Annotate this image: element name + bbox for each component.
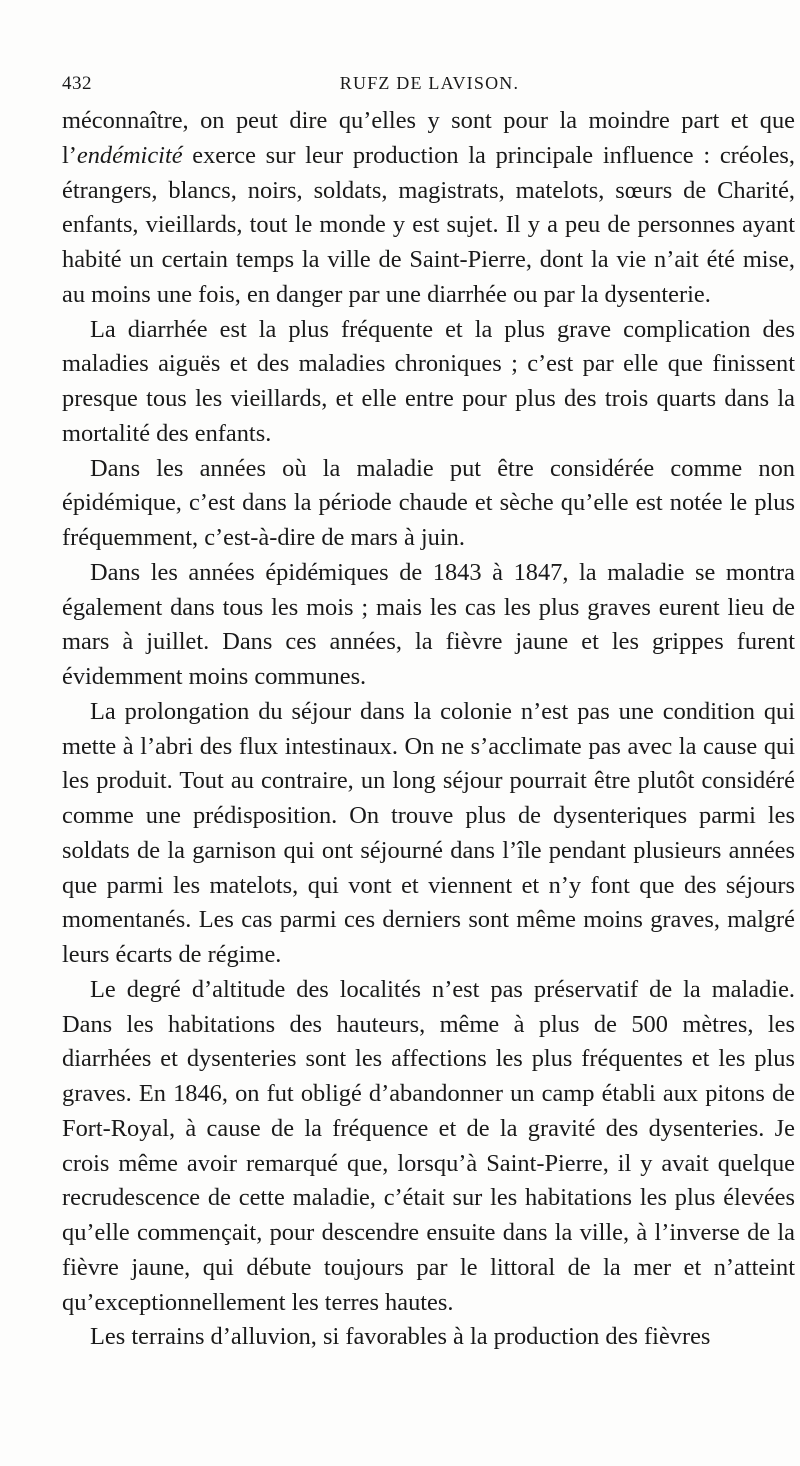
emphasis-endemicite: endémicité [76,141,183,169]
body-text [62,104,795,1355]
paragraph-alluvial-terrain: Les terrains d’alluvion, si favorables à la production des fièvres [90,1323,711,1351]
running-title: RUFZ DE LAVISON. [339,73,520,93]
paragraph-non-epidemic-years: Dans les années où la maladie put être considérée comme non épidémique, c’est dans la période chaude et sèche qu’elle est notée le plus fréquemment, c’est-à-dire de mars à juin. [62,454,795,551]
running-head [62,73,797,103]
paragraph-1-before: méconnaître, on peut dire qu’elles y sont pour la moindre part et que l’ [62,107,795,169]
paragraph-diarrhea-complication: La diarrhée est la plus fréquente et la plus grave complication des maladies aiguës et des maladies chroniques ; c’est par elle que finissent presque tous les vieillards, et elle entre pour plus des trois quarts dans la mortalité des enfants. [62,315,795,447]
paragraph-prolonged-stay: La prolongation du séjour dans la colonie n’est pas une condition qui mette à l’abri des flux intestinaux. On ne s’acclimate pas avec la cause qui les produit. Tout au contraire, un long séjour pourrait être plutôt considéré comme une prédisposition. On trouve plus de dysenteriques parmi les soldats de la garnison qui ont séjourné dans l’île pendant plusieurs années que parmi les matelots, qui vont et viennent et n’y font que des séjours momentanés. Les cas parmi ces derniers sont même moins graves, malgré leurs écarts de régime. [62,697,795,968]
paragraph-epidemic-years: Dans les années épidémiques de 1843 à 1847, la maladie se montra également dans tous les mois ; mais les cas les plus graves eurent lieu de mars à juillet. Dans ces années, la fièvre jaune et les grippes furent évidemment moins communes. [62,558,795,690]
paragraph-continued [62,104,795,313]
paragraph-1-after: exerce sur leur production la principale influence : créoles, étrangers, blancs, noirs, soldats, magistrats, matelots, sœurs de Charité, enfants, vieillards, tout le monde y est sujet. Il y a peu de personnes ayant habité un certain temps la ville de Saint-Pierre, dont la vie n’ait été mise, au moins une fois, en danger par une diarrhée ou par la dysenterie. [62,141,795,308]
page-number: 432 [62,73,92,94]
paragraph-altitude: Le degré d’altitude des localités n’est pas préservatif de la maladie. Dans les habitations des hauteurs, même à plus de 500 mètres, les diarrhées et dysenteries sont les affections les plus fréquentes et les plus graves. En 1846, on fut obligé d’abandonner un camp établi aux pitons de Fort-Royal, à cause de la fréquence et de la gravité des dysenteries. Je crois même avoir remarqué que, lorsqu’à Saint-Pierre, il y avait quelque recrudescence de cette maladie, c’était sur les habitations les plus élevées qu’elle commençait, pour descendre ensuite dans la ville, à l’inverse de la fièvre jaune, qui débute toujours par le littoral de la mer et n’atteint qu’exceptionnellement les terres hautes. [62,975,795,1316]
